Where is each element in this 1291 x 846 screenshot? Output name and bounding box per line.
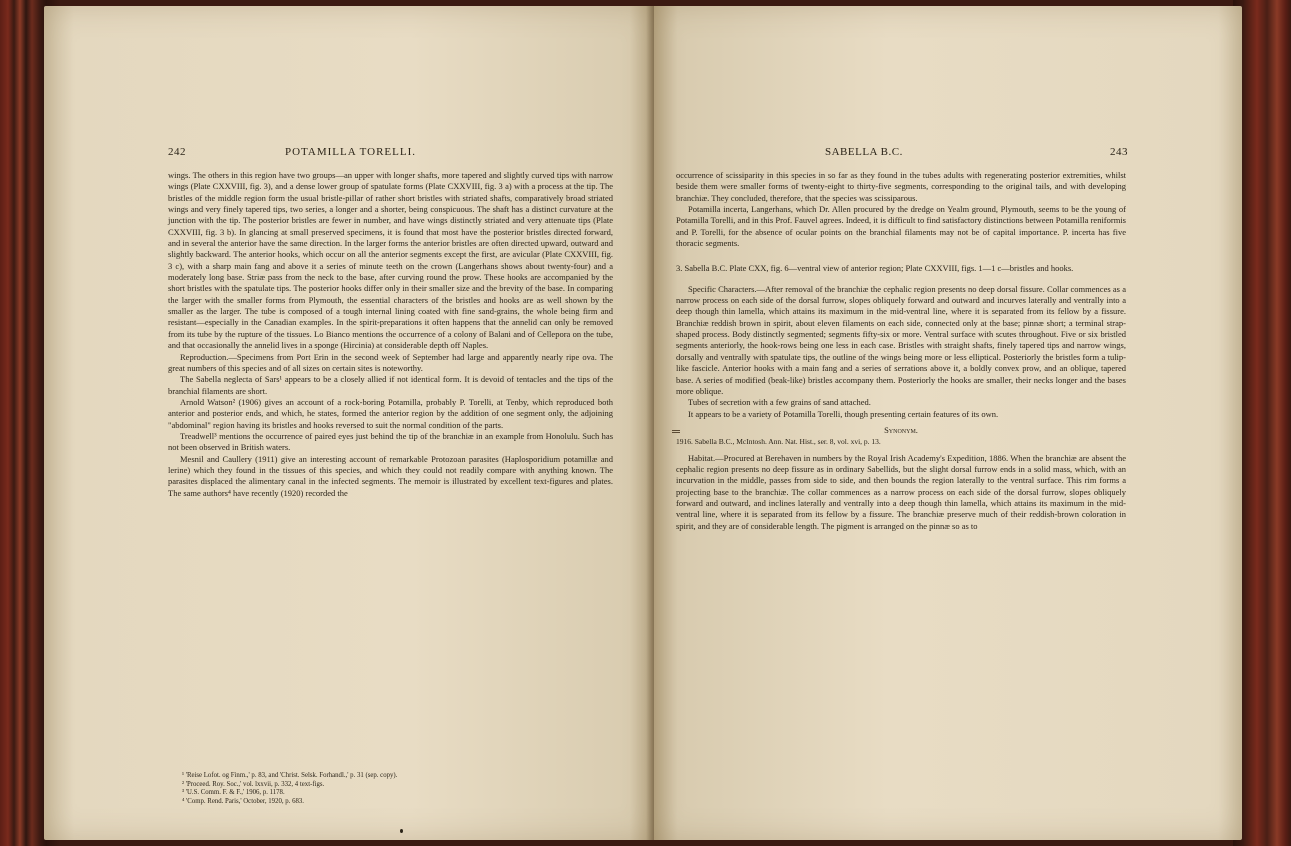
left-body	[168, 170, 613, 499]
left-paragraph: Reproduction.—Specimens from Port Erin in the second week of September had large and apparently nearly ripe ova. The great numbers of this species and of all sizes on certain sites is noteworthy.	[168, 351, 613, 373]
habitat-paragraph: Habitat.—Procured at Berehaven in numbers by the Royal Irish Academy's Expedition, 1886. When the branchiæ are absent the cephalic region presents no deep fissure as in ordinary Sabellids, but the slight dorsal furrow ends in a solid mass, which, with an incurvation in the middle, passes from side to side, and then bounds the region laterally to the ventral surface. This rim forms a projecting base to the branchiæ. The collar commences as a narrow process on each side of the dorsal furrow, slopes obliquely forward and outward, and inclines laterally and ventrally into a deep though thin lamella, which attains its maximum in the mid-ventral line, where it is separated from its fellow by a fissure. The branchiæ preserve much of their reddish-brown coloration in spirit, and they are of considerable length. The pigment is arranged on the pinnæ so as to	[676, 452, 1126, 531]
species-heading: 3. Sabella B.C. Plate CXX, fig. 6—ventral view of anterior region; Plate CXXVIII, figs. 1—1 c—bristles and hooks.	[676, 263, 1074, 274]
specific-characters: Tubes of secretion with a few grains of sand attached.	[688, 397, 871, 408]
specific-characters: Specific Characters.—After removal of the branchiæ the cephalic region presents no deep dorsal fissure. Collar commences as a narrow process on each side of the dorsal furrow, slopes obliquely forward and outward and incurves laterally and ventrally into a deep though thin lamella, which attains its maximum in the mid-ventral line, where it is separated from its fellow by a fissure. Branchiæ reddish brown in spirit, about eleven filaments on each side, connected only at the base; pinnæ short; a terminal strap-shaped process. Body distinctly segmented; segments fifty-six or more. Ventral surface with scutes throughout. Five or six bristled segments anteriorly, the hook-rows being one less in each case. Bristles with straight shafts, finely tapered tips and narrow wings, dorsally and ventrally with spatulate tips, the outline of the wings being more or less elliptical. Posteriorly the bristles form a tulip-like fascicle. Anterior hooks with a main fang and a series of serrations above it, a boldly convex prow, and an oblique, tapered base. A series of modified (beak-like) bristles accompany them. Posteriorly the hooks are smaller, their necks longer and the bases more oblique.	[676, 283, 1126, 396]
page-edge-mark	[672, 430, 680, 431]
left-paragraph: wings. The others in this region have two groups—an upper with longer shafts, more tapered and slightly curved tips with narrow wings (Plate CXXVIII, fig. 3), and a dense lower group of spatulate forms (Plate CXXVIII, fig. 3 a) with a process at the tip. The bristles of the middle region form the usual bristle-pillar of rather short bristles with striated shafts, comparatively broad striated wings and very finely tapered tips, two series, a longer and a shorter, being conspicuous. The shaft has a distinct curvature at the junction with the tip. The posterior bristles are fewer in number, and have wings distinctly striated and very attenuate tips (Plate CXXVIII, fig. 3 b). In glancing at small preserved specimens, it is found that most have the posterior bristles directed forward, and in several the anterior have the same direction. In the larger forms the anterior bristles are often directed upward, outward and slightly backward. The anterior hooks, which occur on all the anterior segments except the first, are avicular (Plate CXXVIII, fig. 3 c), with a sharp main fang and above it a series of minute teeth on the crown (Langerhans shows about twenty-four) and a moderately long base. Striæ pass from the neck to the base, after curving round the prow. These hooks are accompanied by the short bristles with the spatulate tips. The posterior hooks differ only in their smaller size and the brevity of the base. In comparing the larger with the smaller forms from Plymouth, the essential characters of the bristles and hooks are as well shown by the smaller as the larger. The tube is composed of a tough internal lining coated with fine sand-grains, the whole being firm and resistant—especially in the Canadian examples. In the spirit-preparations it often happens that the annelid can only be removed from its tube by the rupture of the tissues. Lo Bianco mentions the occurrence of a colony of Balani and of Cellepora on the tube, and that occasionally the annelid lives in a sponge (Hircinia) at considerable depth off Naples.	[168, 170, 613, 351]
right-paragraph: Potamilla incerta, Langerhans, which Dr. Allen procured by the dredge on Yealm ground, Plymouth, seems to be the young of Potamilla Torelli, and in this Prof. Fauvel agrees. Indeed, it is difficult to find satisfactory distinctions between Potamilla reniformis and P. Torelli, for the absence of ocular points on the branchial filaments may not be of capital importance. P. incerta has five thoracic segments.	[676, 204, 1126, 249]
left-paragraph: The Sabella neglecta of Sars¹ appears to be a closely allied if not identical form. It is devoid of tentacles and the tips of the branchial filaments are short.	[168, 374, 613, 396]
right-paragraph: occurrence of scissiparity in this species in so far as they found in the tubes adults with regenerating posterior extremities, whilst beside them were smaller forms of twenty-eight to thirty-five segments, corresponding to the original tails, and with developing branchiæ. They concluded, therefore, that the species was scissiparous.	[676, 170, 1126, 203]
synonym-entry: 1916. Sabella B.C., McIntosh. Ann. Nat. Hist., ser. 8, vol. xvi, p. 13.	[676, 437, 881, 447]
right-page-number: 243	[1110, 146, 1128, 158]
specific-characters: It appears to be a variety of Potamilla Torelli, though presenting certain features of its own.	[688, 408, 999, 419]
footnote: ⁴ 'Comp. Rend. Paris,' October, 1920, p. 683.	[182, 797, 304, 805]
left-paragraph: Arnold Watson² (1906) gives an account of a rock-boring Potamilla, probably P. Torelli, at Tenby, which reproduced both anterior and posterior ends, and which, he states, formed the anterior region by the addition of one segment only, the adjoining "abdominal" region having its bristles and hooks reversed to suit the normal condition of the parts.	[168, 396, 613, 430]
footnote: ¹ 'Reise Lofot. og Finm.,' p. 83, and 'Christ. Selsk. Forhandl.,' p. 31 (sep. copy).	[182, 772, 398, 779]
left-paragraph: Mesnil and Caullery (1911) give an interesting account of remarkable Protozoan parasites (Haplosporidium potamillæ and lerine) which they found in the tissues of this species, and which they could not readily compare with anything known. The parasites displaced the alimentary canal in the infected segments. The memoir is illustrated by excellent text-figures and plates. The same authors⁴ have recently (1920) recorded the	[168, 453, 613, 498]
right-running-head: SABELLA B.C.	[825, 146, 903, 158]
footnote: ³ 'U.S. Comm. F. & F.,' 1906, p. 1178.	[182, 789, 285, 797]
left-running-head: POTAMILLA TORELLI.	[285, 146, 416, 158]
left-paragraph: Treadwell³ mentions the occurrence of paired eyes just behind the tip of the branchiæ in an example from Honolulu. Such has not been observed in British waters.	[168, 430, 613, 453]
ink-speck	[400, 829, 403, 833]
left-page-number: 242	[168, 146, 186, 158]
synonym-heading: Synonym.	[884, 424, 918, 435]
page-edge-mark	[672, 432, 680, 433]
footnote: ² 'Proceed. Roy. Soc.,' vol. lxxvii, p. 332, 4 text-figs.	[182, 780, 325, 788]
left-footnotes	[168, 772, 613, 806]
right-body	[676, 170, 1126, 532]
